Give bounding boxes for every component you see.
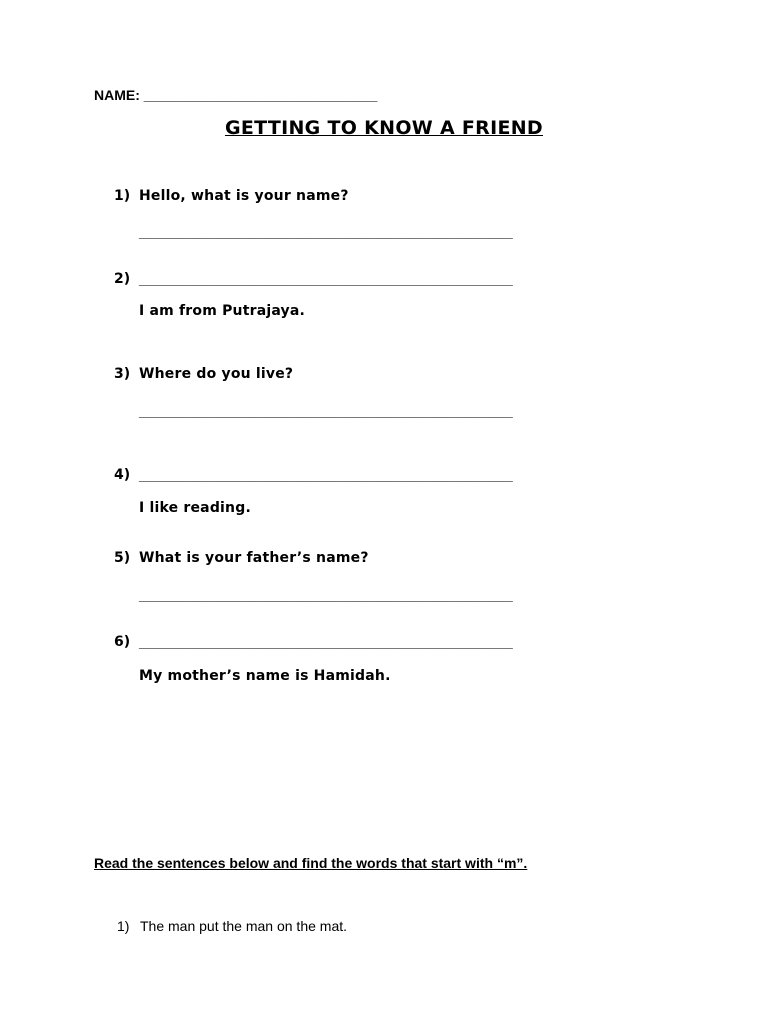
question-6-number: 6) (114, 634, 131, 650)
section-2-instruction: Read the sentences below and find the words that start with “m”. (94, 855, 528, 871)
question-5-answer-line: ________________________________________________ (139, 587, 513, 603)
question-2-question-line: ________________________________________________ (139, 271, 513, 287)
question-1-answer-line: ________________________________________________ (139, 224, 513, 240)
question-1-number: 1) (114, 188, 131, 204)
question-2-answer-text: I am from Putrajaya. (139, 303, 306, 319)
question-4-question-line: ________________________________________________ (139, 467, 513, 483)
question-3-answer-line: ________________________________________________ (139, 403, 513, 419)
question-6-question-line: ________________________________________________ (139, 634, 513, 650)
sentence-1-number: 1) (117, 918, 130, 934)
question-4-number: 4) (114, 467, 131, 483)
question-5-text: What is your father’s name? (139, 550, 369, 566)
question-6-answer-text: My mother’s name is Hamidah. (139, 668, 391, 684)
question-1-text: Hello, what is your name? (139, 188, 349, 204)
question-5-number: 5) (114, 550, 131, 566)
question-2-number: 2) (114, 271, 131, 287)
name-field-label: NAME: ______________________________ (94, 87, 378, 103)
sentence-1-text: The man put the man on the mat. (140, 918, 348, 934)
question-3-number: 3) (114, 366, 131, 382)
question-3-text: Where do you live? (139, 366, 294, 382)
page-title: GETTING TO KNOW A FRIEND (224, 117, 544, 139)
question-4-answer-text: I like reading. (139, 500, 251, 516)
